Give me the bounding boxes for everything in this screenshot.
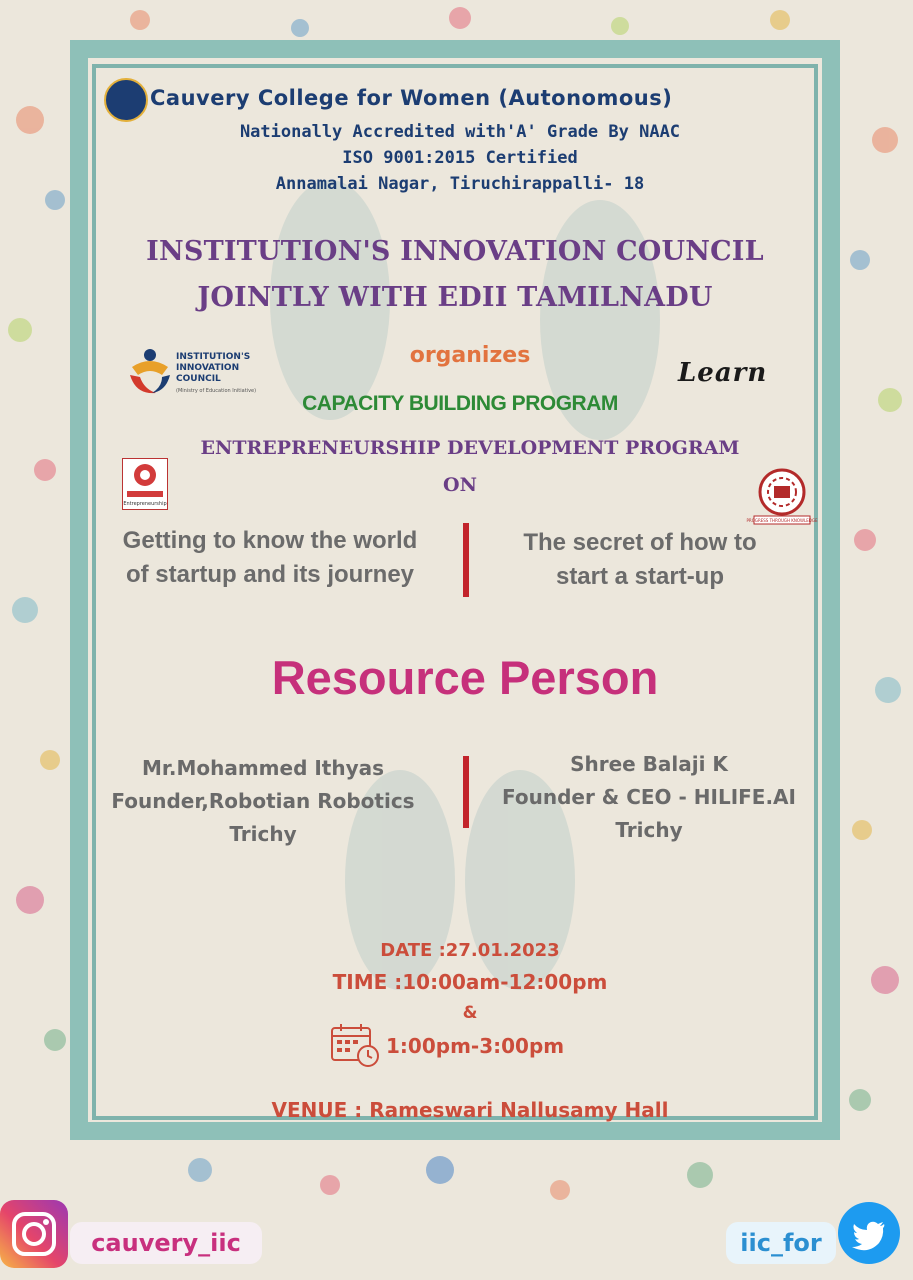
event-time-afternoon: 1:00pm-3:00pm	[386, 1034, 565, 1058]
council-title-line2: JOINTLY WITH EDII TAMILNADU	[197, 282, 713, 313]
event-venue: VENUE : Rameswari Nallusamy Hall	[271, 1098, 669, 1122]
capacity-building-title: CAPACITY BUILDING PROGRAM	[302, 392, 618, 415]
iso-text: ISO 9001:2015 Certified	[342, 148, 578, 168]
organizes-text: organizes	[409, 343, 531, 368]
person-left-role: Founder,Robotian Robotics	[111, 789, 415, 813]
accreditation-text: Nationally Accredited with'A' Grade By NAAC	[239, 122, 681, 142]
person-right-name: Shree Balaji K	[570, 752, 728, 776]
twitter-handle[interactable]: iic_for	[726, 1222, 836, 1264]
event-time-and: &	[462, 1003, 478, 1023]
person-right-role: Founder & CEO - HILIFE.AI	[502, 785, 796, 809]
iic-logo-subtext: (Ministry of Education Initiative)	[176, 388, 257, 394]
anna-university-logo	[746, 468, 818, 526]
person-left-name: Mr.Mohammed Ithyas	[141, 756, 385, 780]
learn-logo: Learn	[678, 358, 768, 388]
event-date: DATE :27.01.2023	[380, 940, 560, 961]
person-right-city: Trichy	[615, 818, 683, 842]
person-divider	[463, 756, 469, 828]
on-text: ON	[443, 474, 477, 496]
address-text: Annamalai Nagar, Tiruchirappalli- 18	[275, 174, 645, 194]
topic-right-line2: start a start-up	[555, 563, 725, 590]
calendar-clock-icon	[330, 1022, 380, 1068]
event-time-morning: TIME :10:00am-12:00pm	[332, 970, 608, 994]
person-left-city: Trichy	[229, 822, 297, 846]
council-title-line1: INSTITUTION'S INNOVATION COUNCIL	[146, 236, 764, 267]
college-name: Cauvery College for Women (Autonomous)	[150, 86, 673, 110]
iic-logo-text: INSTITUTION'S INNOVATION COUNCIL	[176, 352, 251, 384]
resource-person-title: Resource Person	[271, 651, 659, 704]
instagram-handle[interactable]: cauvery_iic	[70, 1222, 262, 1264]
topic-divider	[463, 523, 469, 597]
topic-left-line1: Getting to know the world	[122, 527, 418, 554]
edp-title: ENTREPRENEURSHIP DEVELOPMENT PROGRAM	[200, 437, 740, 459]
topic-right-line1: The secret of how to	[523, 529, 757, 556]
college-emblem	[104, 78, 148, 122]
anna-university-logo-text: PROGRESS THROUGH KNOWLEDGE	[746, 518, 818, 523]
iic-logo	[126, 345, 174, 397]
instagram-icon[interactable]	[0, 1200, 68, 1268]
twitter-icon[interactable]	[838, 1202, 900, 1264]
entrepreneurship-logo-text: Entrepreneurship	[123, 501, 167, 507]
entrepreneurship-logo	[122, 458, 168, 510]
topic-left-line2: of startup and its journey	[125, 561, 415, 588]
